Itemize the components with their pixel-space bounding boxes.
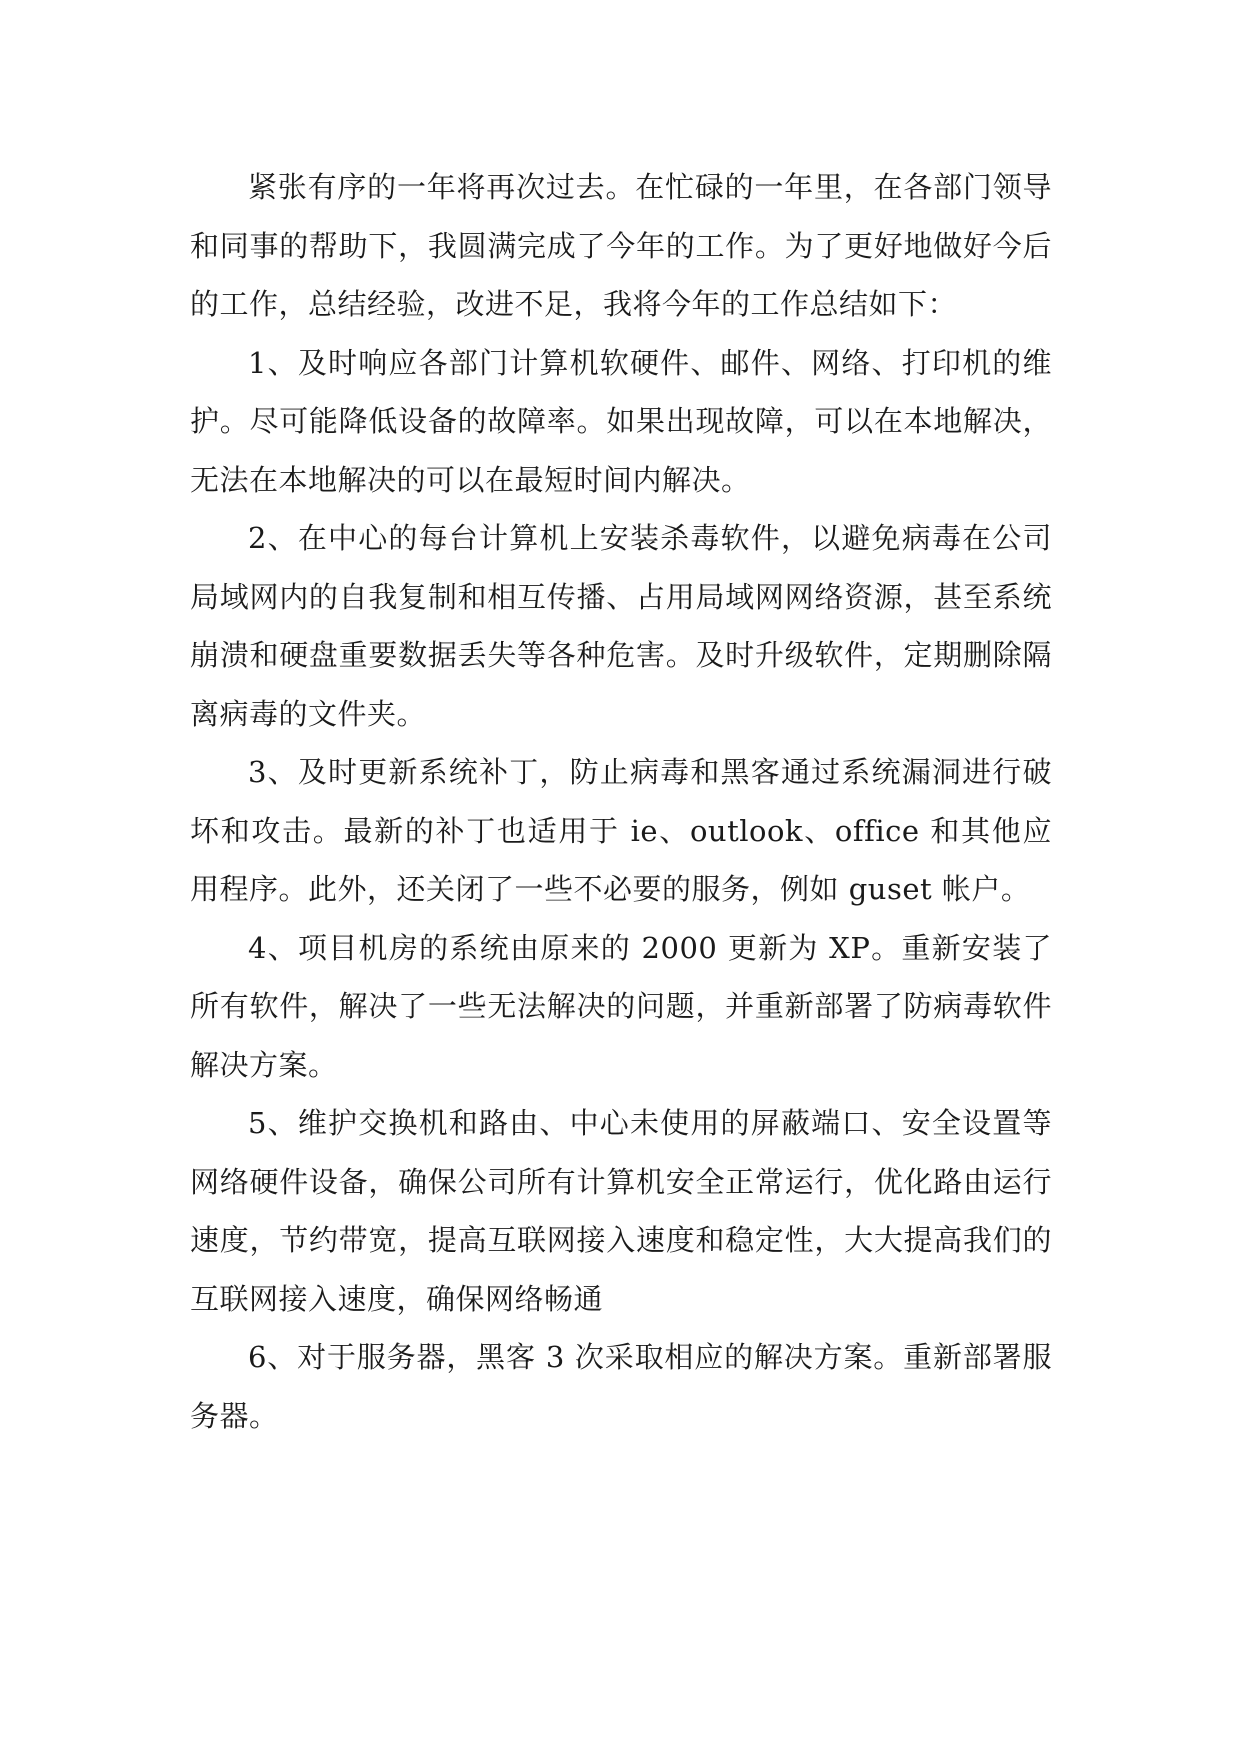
document-body (190, 158, 1052, 1445)
intro-paragraph: 紧张有序的一年将再次过去。在忙碌的一年里，在各部门领导和同事的帮助下，我圆满完成了今年的工作。为了更好地做好今后的工作，总结经验，改进不足，我将今年的工作总结如下： (190, 170, 1052, 321)
item-paragraph-1: 1、及时响应各部门计算机软硬件、邮件、网络、打印机的维护。尽可能降低设备的故障率。如果出现故障，可以在本地解决，无法在本地解决的可以在最短时间内解决。 (190, 345, 1052, 497)
item-paragraph-3: 3、及时更新系统补丁，防止病毒和黑客通过系统漏洞进行破坏和攻击。最新的补丁也适用于 ie、outlook、office 和其他应用程序。此外，还关闭了一些不必要的服务，例如 guset 帐户。 (190, 755, 1052, 906)
item-paragraph-6: 6、对于服务器，黑客 3 次采取相应的解决方案。重新部署服务器。 (190, 1340, 1052, 1433)
item-paragraph-5: 5、维护交换机和路由、中心未使用的屏蔽端口、安全设置等网络硬件设备，确保公司所有计算机安全正常运行，优化路由运行速度，节约带宽，提高互联网接入速度和稳定性，大大提高我们的互联网接入速度，确保网络畅通 (190, 1106, 1052, 1316)
item-paragraph-4: 4、项目机房的系统由原来的 2000 更新为 XP。重新安装了所有软件，解决了一些无法解决的问题，并重新部署了防病毒软件解决方案。 (190, 930, 1052, 1082)
item-paragraph-2: 2、在中心的每台计算机上安装杀毒软件，以避免病毒在公司局域网内的自我复制和相互传播、占用局域网网络资源，甚至系统崩溃和硬盘重要数据丢失等各种危害。及时升级软件，定期删除隔离病毒的文件夹。 (190, 521, 1052, 731)
